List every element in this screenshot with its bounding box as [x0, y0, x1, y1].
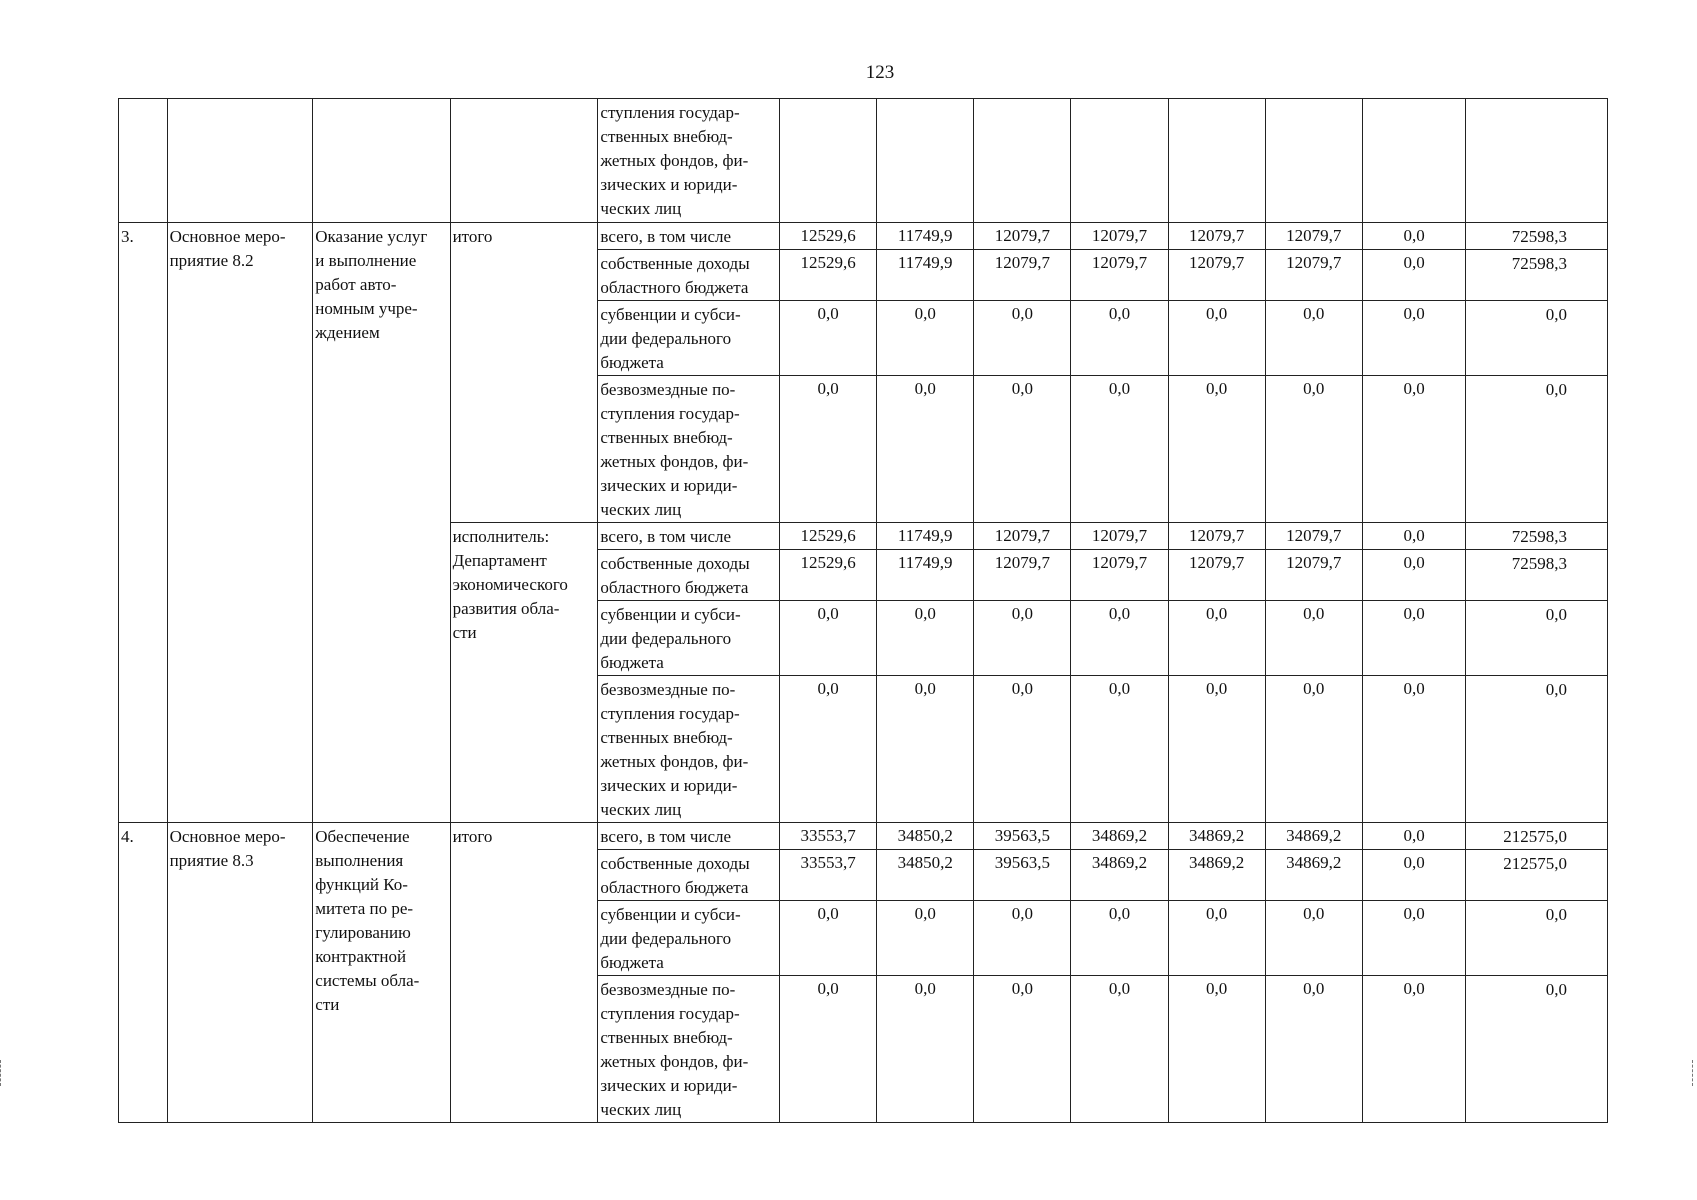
- table-cell: 33553,7: [780, 850, 877, 901]
- table-cell: 0,0: [1362, 523, 1465, 550]
- table-cell: безвозмездные по- ступления государ- ственных внебюд- жетных фондов, фи- зических и юриди- ческих лиц: [598, 376, 780, 523]
- table-cell: 0,0: [1362, 250, 1465, 301]
- table-cell: Основное меро- приятие 8.3: [167, 823, 313, 1123]
- table-cell: безвозмездные по- ступления государ- ственных внебюд- жетных фондов, фи- зических и юриди- ческих лиц: [598, 676, 780, 823]
- table-cell: 0,0: [1168, 601, 1265, 676]
- table-cell: 0,0: [1362, 376, 1465, 523]
- table-cell: [450, 99, 598, 223]
- table-cell: 12079,7: [1071, 223, 1168, 250]
- table-cell: 0,0: [780, 976, 877, 1123]
- table-cell: 0,0: [1362, 976, 1465, 1123]
- table-cell: 12079,7: [974, 550, 1071, 601]
- table-cell: 0,0: [780, 676, 877, 823]
- table-cell: 0,0: [1265, 376, 1362, 523]
- table-cell: 12529,6: [780, 223, 877, 250]
- table-row: [119, 223, 1608, 250]
- table-cell: 12079,7: [974, 523, 1071, 550]
- table-cell: 0,0: [1466, 601, 1608, 676]
- table-cell: 212575,0: [1466, 850, 1608, 901]
- table-cell: 0,0: [877, 976, 974, 1123]
- right-edge-marks: [1692, 1060, 1697, 1086]
- table-cell: собственные доходы областного бюджета: [598, 250, 780, 301]
- table-cell: 0,0: [1265, 676, 1362, 823]
- table-cell: 0,0: [1362, 301, 1465, 376]
- table-cell: 12079,7: [974, 223, 1071, 250]
- table-cell: 0,0: [974, 376, 1071, 523]
- table-cell: 39563,5: [974, 823, 1071, 850]
- table-cell: 33553,7: [780, 823, 877, 850]
- table-cell: 34850,2: [877, 850, 974, 901]
- table-cell: 0,0: [877, 676, 974, 823]
- table-cell: 72598,3: [1466, 250, 1608, 301]
- table-cell: [1466, 99, 1608, 223]
- budget-table: [118, 98, 1608, 1123]
- table-cell: 11749,9: [877, 250, 974, 301]
- table-cell: 34869,2: [1071, 823, 1168, 850]
- table-cell: 11749,9: [877, 550, 974, 601]
- table-cell: 12079,7: [1265, 250, 1362, 301]
- table-cell: [877, 99, 974, 223]
- table-cell: 0,0: [1071, 901, 1168, 976]
- table-cell: 12079,7: [1168, 250, 1265, 301]
- table-cell: безвозмездные по- ступления государ- ственных внебюд- жетных фондов, фи- зических и юриди- ческих лиц: [598, 976, 780, 1123]
- table-cell: [1168, 99, 1265, 223]
- table-cell: итого: [450, 223, 598, 523]
- table-cell: 34850,2: [877, 823, 974, 850]
- table-cell: 12529,6: [780, 550, 877, 601]
- table-cell: 0,0: [1071, 676, 1168, 823]
- table-cell: 12079,7: [1071, 250, 1168, 301]
- table-cell: 0,0: [1362, 823, 1465, 850]
- table-cell: 3.: [119, 223, 168, 823]
- table-cell: 34869,2: [1071, 850, 1168, 901]
- table-cell: 34869,2: [1265, 823, 1362, 850]
- table-cell: [119, 99, 168, 223]
- table-cell: 0,0: [1168, 376, 1265, 523]
- table-cell: всего, в том числе: [598, 523, 780, 550]
- table-cell: 12079,7: [1168, 223, 1265, 250]
- table-cell: всего, в том числе: [598, 223, 780, 250]
- table-cell: 11749,9: [877, 523, 974, 550]
- table-cell: 72598,3: [1466, 550, 1608, 601]
- table-cell: 0,0: [974, 601, 1071, 676]
- table-cell: 12079,7: [1168, 523, 1265, 550]
- table-cell: 12079,7: [1265, 550, 1362, 601]
- table-cell: 0,0: [1071, 976, 1168, 1123]
- table-cell: 212575,0: [1466, 823, 1608, 850]
- table-cell: 0,0: [1362, 901, 1465, 976]
- table-cell: 0,0: [877, 901, 974, 976]
- table-cell: Обеспечение выполнения функций Ко- митета по ре- гулированию контрактной системы обла- сти: [313, 823, 450, 1123]
- table-cell: 0,0: [1466, 676, 1608, 823]
- table-cell: 0,0: [974, 901, 1071, 976]
- table-cell: 72598,3: [1466, 523, 1608, 550]
- table-cell: 0,0: [780, 376, 877, 523]
- table-cell: исполнитель: Департамент экономического развития обла- сти: [450, 523, 598, 823]
- table-cell: итого: [450, 823, 598, 1123]
- table-cell: Оказание услуг и выполнение работ авто- номным учре- ждением: [313, 223, 450, 823]
- table-cell: 12529,6: [780, 250, 877, 301]
- table-cell: [1362, 99, 1465, 223]
- table-cell: 0,0: [1071, 376, 1168, 523]
- table-cell: 0,0: [1466, 301, 1608, 376]
- table-cell: 0,0: [1362, 601, 1465, 676]
- table-cell: 0,0: [1466, 901, 1608, 976]
- table-cell: 12079,7: [1265, 523, 1362, 550]
- table-cell: 11749,9: [877, 223, 974, 250]
- table-cell: ступления государ- ственных внебюд- жетных фондов, фи- зических и юриди- ческих лиц: [598, 99, 780, 223]
- table-cell: субвенции и субси- дии федерального бюджета: [598, 301, 780, 376]
- table-cell: 12079,7: [1071, 550, 1168, 601]
- table-cell: [974, 99, 1071, 223]
- table-cell: 12079,7: [1071, 523, 1168, 550]
- table-cell: собственные доходы областного бюджета: [598, 550, 780, 601]
- left-edge-marks: [0, 1060, 5, 1086]
- table-cell: 34869,2: [1168, 850, 1265, 901]
- table-cell: 0,0: [877, 376, 974, 523]
- table-cell: 0,0: [974, 976, 1071, 1123]
- table-cell: собственные доходы областного бюджета: [598, 850, 780, 901]
- table-cell: 0,0: [780, 301, 877, 376]
- table-row: [119, 823, 1608, 850]
- table-cell: 34869,2: [1168, 823, 1265, 850]
- table-cell: 12079,7: [1168, 550, 1265, 601]
- table-cell: 0,0: [1362, 550, 1465, 601]
- table-cell: 0,0: [877, 301, 974, 376]
- table-cell: 0,0: [1466, 376, 1608, 523]
- table-row: [119, 99, 1608, 223]
- table-cell: 0,0: [974, 676, 1071, 823]
- table-cell: 0,0: [1265, 601, 1362, 676]
- table-cell: 0,0: [1265, 301, 1362, 376]
- table-cell: 0,0: [974, 301, 1071, 376]
- table-cell: 0,0: [1168, 301, 1265, 376]
- table-cell: 0,0: [1362, 223, 1465, 250]
- table-cell: 0,0: [1168, 676, 1265, 823]
- table-cell: 0,0: [1362, 850, 1465, 901]
- table-cell: 0,0: [1362, 676, 1465, 823]
- table-cell: 0,0: [780, 901, 877, 976]
- table-cell: всего, в том числе: [598, 823, 780, 850]
- table-cell: [1071, 99, 1168, 223]
- table-cell: 34869,2: [1265, 850, 1362, 901]
- table-cell: 0,0: [1265, 901, 1362, 976]
- table-cell: 72598,3: [1466, 223, 1608, 250]
- table-cell: 4.: [119, 823, 168, 1123]
- table-cell: 0,0: [877, 601, 974, 676]
- table-cell: 12079,7: [974, 250, 1071, 301]
- table-cell: 0,0: [1071, 601, 1168, 676]
- table-cell: 0,0: [1071, 301, 1168, 376]
- table-cell: Основное меро- приятие 8.2: [167, 223, 313, 823]
- table-cell: [780, 99, 877, 223]
- table-cell: 0,0: [1466, 976, 1608, 1123]
- table-cell: [313, 99, 450, 223]
- table-cell: 12079,7: [1265, 223, 1362, 250]
- table-cell: субвенции и субси- дии федерального бюджета: [598, 901, 780, 976]
- table-cell: субвенции и субси- дии федерального бюджета: [598, 601, 780, 676]
- table-cell: 0,0: [1168, 901, 1265, 976]
- table-cell: 0,0: [1168, 976, 1265, 1123]
- table-cell: 12529,6: [780, 523, 877, 550]
- table-cell: 0,0: [780, 601, 877, 676]
- table-cell: [167, 99, 313, 223]
- page-number: 123: [865, 62, 895, 83]
- table-cell: 0,0: [1265, 976, 1362, 1123]
- table-cell: [1265, 99, 1362, 223]
- table-cell: 39563,5: [974, 850, 1071, 901]
